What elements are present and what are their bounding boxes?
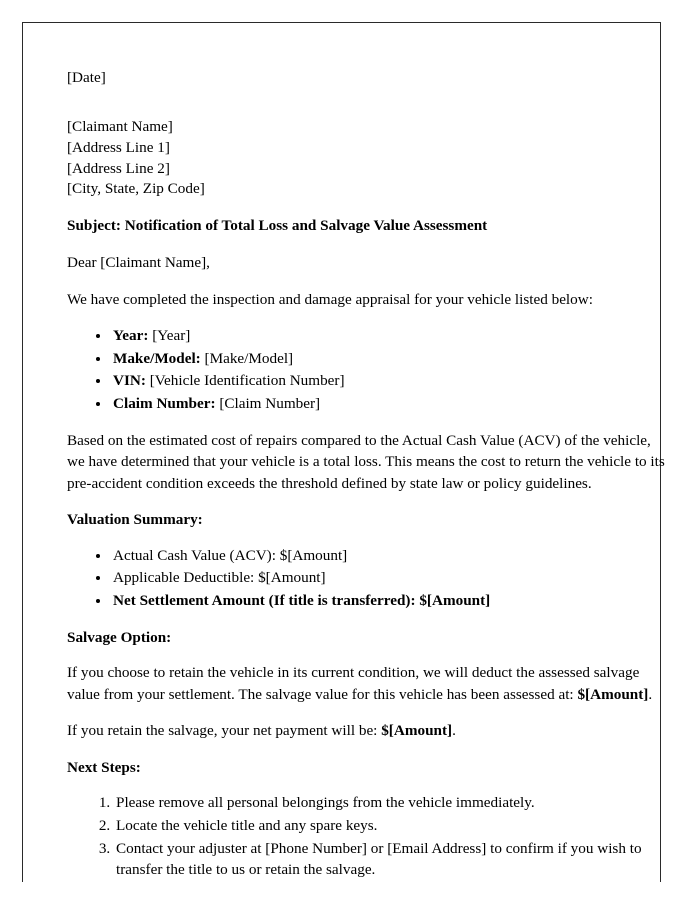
- list-item: [111, 348, 665, 370]
- list-item: [111, 370, 665, 392]
- list-item: [111, 393, 665, 415]
- list-item: 3. Contact your adjuster at [Phone Number] or [Email Address] to confirm if you wish to transfer the title to us or retain the salvage.: [114, 838, 665, 881]
- list-item: • Applicable Deductible: $[Amount]: [111, 567, 665, 589]
- net-payment-paragraph: [67, 720, 665, 742]
- valuation-summary-list: [67, 545, 665, 612]
- net-payment-tail: .: [452, 722, 456, 740]
- next-steps-list: [67, 792, 665, 880]
- list-item: 2. Locate the vehicle title and any spare keys.: [114, 815, 665, 837]
- vehicle-detail-label: Make/Model:: [113, 349, 201, 367]
- letter-body: [67, 67, 665, 896]
- next-steps-heading: Next Steps:: [67, 758, 141, 776]
- salvage-paragraph-tail: .: [648, 685, 653, 703]
- vehicle-detail-value: [Year]: [152, 327, 191, 345]
- vehicle-detail-value: [Claim Number]: [219, 394, 321, 412]
- salutation: Dear [Claimant Name],: [67, 254, 210, 272]
- address-line-2: [Address Line 2]: [67, 159, 170, 177]
- address-line-1: [Address Line 1]: [67, 138, 170, 156]
- date-line: [Date]: [67, 69, 106, 86]
- determination-paragraph: Based on the estimated cost of repairs compared to the Actual Cash Value (ACV) of the vehicle, we have determined that your vehicle is a total loss. This means the cost to return the vehicle to its pre-accident condition exceeds the threshold defined by state law or policy guidelines.: [67, 431, 665, 492]
- intro-paragraph: We have completed the inspection and damage appraisal for your vehicle listed below:: [67, 290, 593, 308]
- salvage-paragraph: [67, 662, 665, 705]
- net-payment-lead: If you retain the salvage, your net payment will be:: [67, 722, 382, 740]
- list-item: [111, 325, 665, 347]
- vehicle-detail-value: [Vehicle Identification Number]: [149, 372, 345, 390]
- recipient-address-block: [67, 117, 665, 201]
- vehicle-details-list: [67, 325, 665, 414]
- salvage-option-heading: Salvage Option:: [67, 628, 172, 646]
- list-item: • Actual Cash Value (ACV): $[Amount]: [111, 545, 665, 567]
- subject-line: Subject: Notification of Total Loss and Salvage Value Assessment: [67, 217, 488, 235]
- salvage-amount: $[Amount]: [577, 685, 649, 703]
- vehicle-detail-value: [Make/Model]: [204, 349, 294, 367]
- vehicle-detail-label: VIN:: [113, 372, 146, 390]
- document-page-frame: [22, 22, 665, 882]
- salvage-paragraph-lead: If you choose to retain the vehicle in its current condition, we will deduct the assessed salvage value from your settlement. The salvage value for this vehicle has been assessed at:: [67, 664, 640, 703]
- net-payment-amount: $[Amount]: [381, 722, 453, 740]
- vehicle-detail-label: Year:: [113, 327, 149, 345]
- list-item: • Net Settlement Amount (If title is transferred): $[Amount]: [111, 590, 665, 612]
- valuation-summary-heading: Valuation Summary:: [67, 511, 203, 529]
- list-item: 1. Please remove all personal belongings from the vehicle immediately.: [114, 792, 665, 814]
- address-line-city-state-zip: [City, State, Zip Code]: [67, 180, 205, 198]
- address-line-claimant-name: [Claimant Name]: [67, 117, 173, 135]
- vehicle-detail-label: Claim Number:: [113, 394, 216, 412]
